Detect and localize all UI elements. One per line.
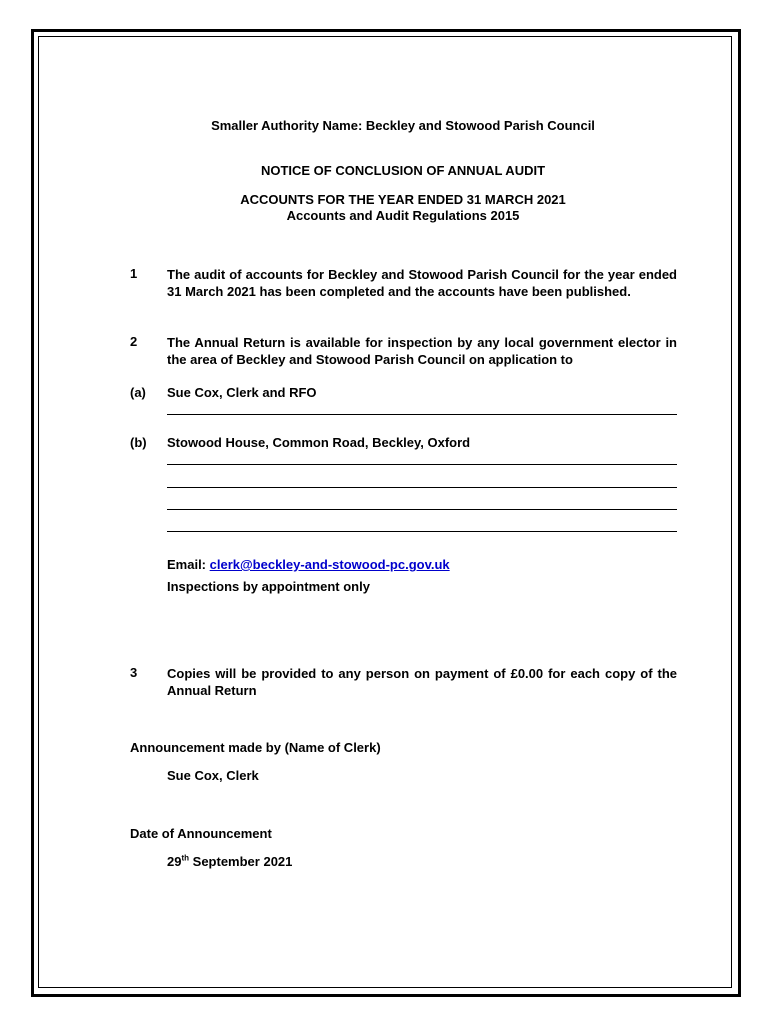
announcement-date — [167, 854, 292, 869]
email-line — [167, 557, 450, 572]
item-number: 1 — [130, 266, 138, 281]
inspection-note: Inspections by appointment only — [167, 579, 370, 594]
contact-a-value: Sue Cox, Clerk and RFO — [167, 385, 317, 400]
item-number: 3 — [130, 665, 138, 680]
date-suffix: th — [181, 853, 190, 863]
contact-b-value: Stowood House, Common Road, Beckley, Oxford — [167, 435, 471, 450]
announcement-label: Announcement made by (Name of Clerk) — [130, 740, 381, 755]
item-text: The Annual Return is available for inspection by any local government elector in the area of Beckley and Stowood Parish Council on application to — [167, 335, 677, 367]
fill-line — [167, 509, 677, 510]
item-text: Copies will be provided to any person on payment of £0.00 for each copy of the Annual Return — [167, 666, 677, 698]
accounts-subtitle: ACCOUNTS FOR THE YEAR ENDED 31 MARCH 2021 — [240, 192, 566, 207]
date-day: 29 — [167, 854, 182, 869]
clerk-name: Sue Cox, Clerk — [167, 768, 259, 783]
contact-a-label: (a) — [130, 385, 146, 400]
email-link[interactable]: clerk@beckley-and-stowood-pc.gov.uk — [209, 557, 450, 572]
fill-line — [167, 414, 677, 415]
email-label: Email: — [167, 557, 207, 572]
fill-line — [167, 487, 677, 488]
date-rest: September 2021 — [192, 854, 293, 869]
authority-line — [130, 118, 676, 133]
fill-line — [167, 464, 677, 465]
contact-b-label: (b) — [130, 435, 147, 450]
item-number: 2 — [130, 334, 138, 349]
authority-name: Beckley and Stowood Parish Council — [365, 118, 595, 133]
notice-title: NOTICE OF CONCLUSION OF ANNUAL AUDIT — [260, 163, 546, 178]
inner-border — [38, 36, 732, 988]
authority-label: Smaller Authority Name: — [211, 118, 363, 133]
regulations-line: Accounts and Audit Regulations 2015 — [286, 208, 520, 223]
date-label: Date of Announcement — [130, 826, 272, 841]
item-text: The audit of accounts for Beckley and Stowood Parish Council for the year ended 31 March 2021 has been completed and the accounts have been published. — [167, 267, 677, 299]
fill-line — [167, 531, 677, 532]
